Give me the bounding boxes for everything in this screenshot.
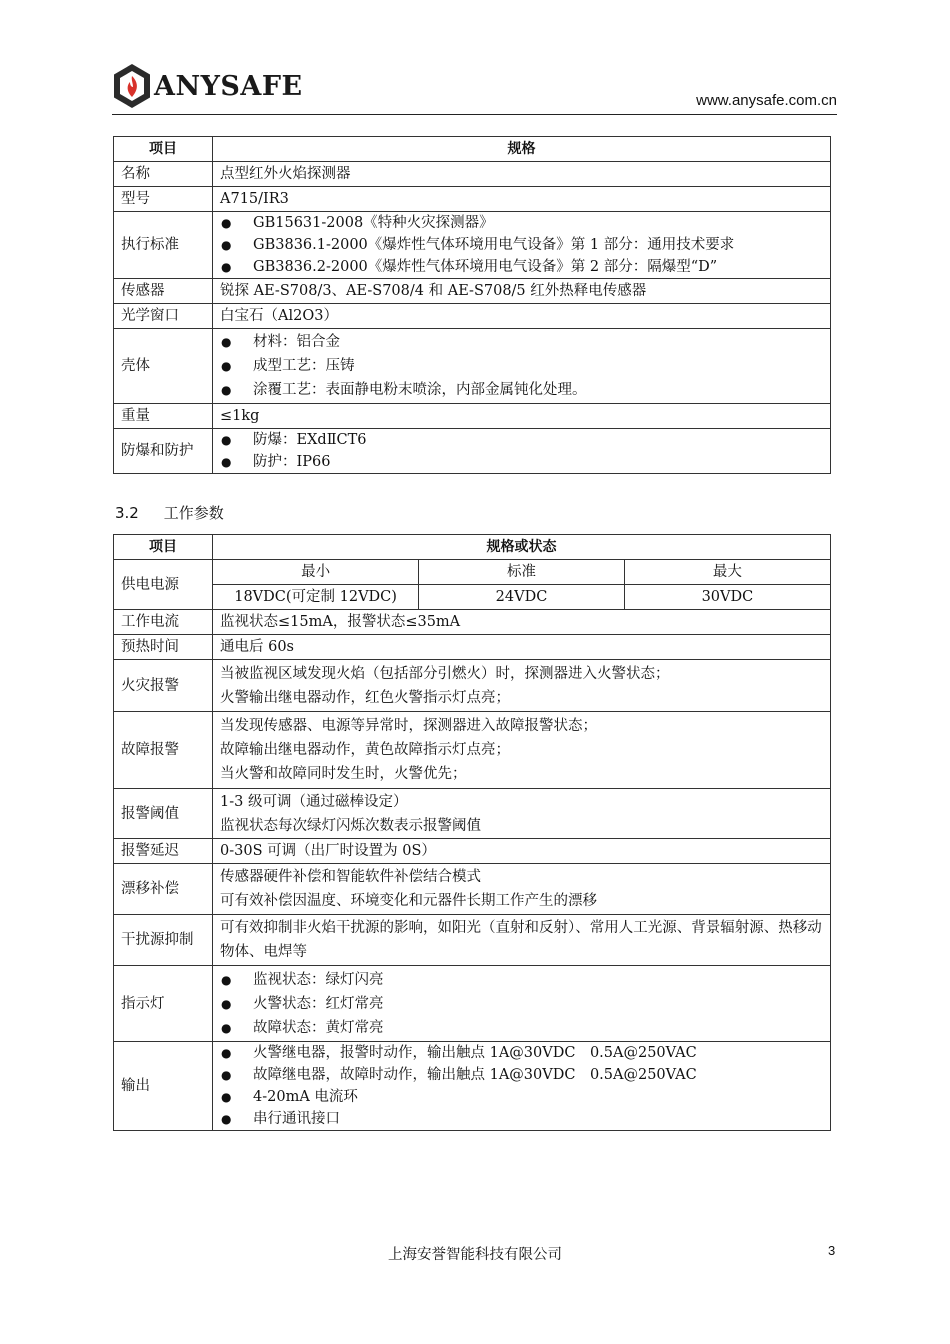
row-value [213,712,831,789]
list-item: ● 防爆：EXdⅡCT6 [220,429,823,451]
spec-table [113,136,831,474]
text-line: 当火警和故障同时发生时，火警优先； [220,766,467,782]
logo-mark-icon [112,63,152,109]
table-row [114,212,831,279]
row-label: 执行标准 [114,212,213,279]
row-value [213,429,831,474]
table-row [114,279,831,304]
param-table [113,534,831,1131]
text-line: 故障输出继电器动作，黄色故障指示灯点亮； [220,742,510,758]
section-number: 3.2 [115,504,139,522]
list-item: ● 材料：铝合金 [220,330,823,354]
page-header [112,60,837,115]
row-value: A715/IR3 [213,187,831,212]
table-row [114,712,831,789]
row-value: 通电后 60s [213,635,831,660]
row-value [213,966,831,1042]
row-label: 报警延迟 [114,839,213,864]
row-label: 干扰源抑制 [114,915,213,966]
header-spec: 规格 [213,137,831,162]
text-line: 可有效补偿因温度、环境变化和元器件长期工作产生的漂移 [220,893,597,909]
table-row [114,1042,831,1131]
section-title: 工作参数 [163,504,224,522]
table-row [114,789,831,839]
row-value [213,560,831,610]
row-label: 工作电流 [114,610,213,635]
row-value: 点型红外火焰探测器 [213,162,831,187]
row-value: ≤1kg [213,404,831,429]
list-item: ● GB3836.2-2000《爆炸性气体环境用电气设备》第 2 部分：隔爆型“D” [220,256,823,278]
list-item: ● 监视状态：绿灯闪亮 [220,968,823,992]
bullet-list [220,212,823,278]
power-subtable [213,560,830,609]
row-label: 供电电源 [114,560,213,610]
table-row [114,864,831,915]
row-value [213,329,831,404]
bullet-list [220,330,823,402]
table-row [114,429,831,474]
text-line: 当被监视区域发现火焰（包括部分引燃火）时，探测器进入火警状态； [220,665,670,682]
table-row [114,660,831,712]
row-label: 预热时间 [114,635,213,660]
sub-value-std: 24VDC [419,585,625,610]
table-row [114,915,831,966]
header-spec: 规格或状态 [213,535,831,560]
row-value: 可有效抑制非火焰干扰源的影响，如阳光（直射和反射）、常用人工光源、背景辐射源、热移动物体、电焊等 [213,915,831,966]
list-item: ● 涂覆工艺：表面静电粉末喷涂，内部金属钝化处理。 [220,378,823,402]
sub-value-min: 18VDC(可定制 12VDC) [234,589,397,605]
subtable-value-row [213,585,830,610]
table-row [114,187,831,212]
row-label: 火灾报警 [114,660,213,712]
row-label: 报警阈值 [114,789,213,839]
row-label: 防爆和防护 [114,429,213,474]
row-label: 名称 [114,162,213,187]
list-item: ● 4-20mA 电流环 [220,1086,823,1108]
sub-header-std: 标准 [419,560,625,585]
sub-header-max: 最大 [624,560,830,585]
row-value: 监视状态≤15mA，报警状态≤35mA [213,610,831,635]
list-item: ● 防护：IP66 [220,451,823,473]
list-item: ● 故障继电器，故障时动作，输出触点 1A@30VDC 0.5A@250VAC [220,1064,823,1086]
bullet-list [220,968,823,1040]
row-value [213,864,831,915]
section-heading [115,502,224,523]
table-row [114,304,831,329]
table-row [114,635,831,660]
sub-value-max: 30VDC [624,585,830,610]
table-row [114,610,831,635]
row-label: 指示灯 [114,966,213,1042]
row-value [213,212,831,279]
table-header-row [114,137,831,162]
header-item: 项目 [114,137,213,162]
row-label: 输出 [114,1042,213,1131]
row-label: 传感器 [114,279,213,304]
table-row [114,404,831,429]
sub-header-min: 最小 [213,560,419,585]
table-row [114,839,831,864]
header-item: 项目 [114,535,213,560]
bullet-list [220,429,823,473]
text-line: 1-3 级可调（通过磁棒设定） [220,793,408,810]
table-row [114,329,831,404]
row-value [213,660,831,712]
list-item: ● 成型工艺：压铸 [220,354,823,378]
row-value: 0-30S 可调（出厂时设置为 0S） [213,839,831,864]
list-item: ● 串行通讯接口 [220,1108,823,1130]
list-item: ● 故障状态：黄灯常亮 [220,1016,823,1040]
table-header-row [114,535,831,560]
anysafe-logo [112,62,303,110]
row-value [213,789,831,839]
row-value: 白宝石（Al2O3） [213,304,831,329]
subtable-header-row [213,560,830,585]
list-item: ● 火警状态：红灯常亮 [220,992,823,1016]
table-row [114,560,831,610]
bullet-list [220,1042,823,1130]
row-label: 重量 [114,404,213,429]
row-value: 锐探 AE-S708/3、AE-S708/4 和 AE-S708/5 红外热释电传感器 [213,279,831,304]
list-item: ● GB15631-2008《特种火灾探测器》 [220,212,823,234]
row-label: 型号 [114,187,213,212]
row-label: 光学窗口 [114,304,213,329]
text-line: 监视状态每次绿灯闪烁次数表示报警阈值 [220,817,481,834]
list-item: ● 火警继电器，报警时动作，输出触点 1A@30VDC 0.5A@250VAC [220,1042,823,1064]
page-number: 3 [828,1243,836,1258]
row-value [213,1042,831,1131]
text-line: 传感器硬件补偿和智能软件补偿结合模式 [220,869,481,885]
logo-text: ANYSAFE [154,70,303,102]
row-label: 故障报警 [114,712,213,789]
text-line: 当发现传感器、电源等异常时，探测器进入故障报警状态； [220,718,597,734]
table-row [114,162,831,187]
row-label: 漂移补偿 [114,864,213,915]
footer-company: 上海安誉智能科技有限公司 [388,1247,562,1263]
row-label: 壳体 [114,329,213,404]
list-item: ● GB3836.1-2000《爆炸性气体环境用电气设备》第 1 部分：通用技术要求 [220,234,823,256]
text-line: 火警输出继电器动作，红色火警指示灯点亮； [220,689,510,706]
website-url: www.anysafe.com.cn [696,92,837,109]
table-row [114,966,831,1042]
